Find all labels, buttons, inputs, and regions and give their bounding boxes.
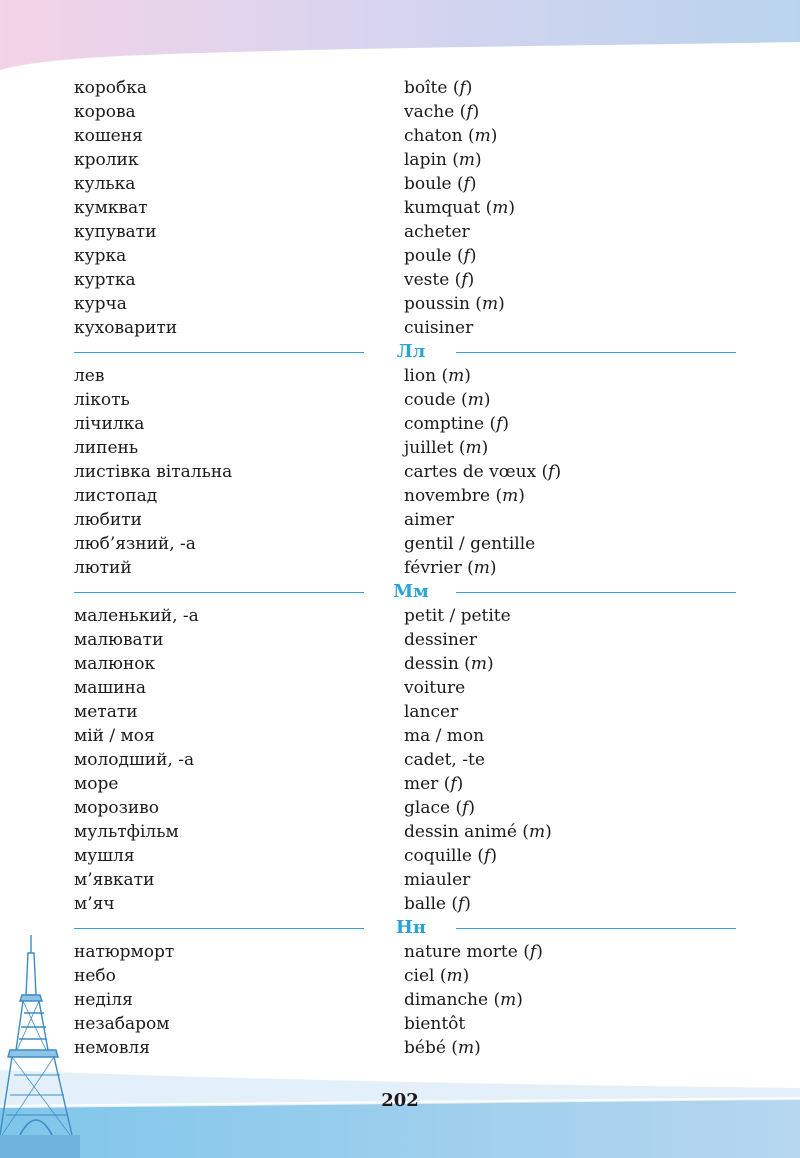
french-word: comptine (404, 414, 485, 434)
french-translation (404, 724, 484, 748)
ukrainian-word: коробка (74, 78, 147, 98)
ukrainian-word: м’явкати (74, 870, 155, 890)
french-word: coude (404, 390, 456, 410)
french-translation: dessin animé (m) (404, 822, 552, 842)
gender-marker: m (446, 966, 463, 986)
french-word: coquille (404, 846, 472, 866)
french-word: mer (404, 774, 439, 794)
french-translation: juillet (m) (404, 438, 489, 458)
french-translation: poule (f) (404, 246, 477, 266)
gender-marker: f (450, 774, 457, 794)
dictionary-entry (74, 652, 736, 676)
french-translation: lion (m) (404, 366, 471, 386)
ukrainian-word: листопад (74, 486, 158, 506)
french-word: bientôt (404, 1014, 466, 1034)
gender-marker: f (529, 942, 537, 962)
french-word: bébé (404, 1038, 446, 1058)
ukrainian-word: мушля (74, 846, 135, 866)
ukrainian-word: малюнок (74, 654, 156, 674)
ukrainian-word: лікоть (74, 390, 130, 410)
section-header (74, 340, 736, 364)
dictionary-entry (74, 700, 736, 724)
french-translation (404, 316, 473, 340)
french-word: février (404, 558, 462, 578)
gender-marker: m (467, 390, 484, 410)
dictionary-entry (74, 484, 736, 508)
gender-marker: m (448, 366, 465, 386)
gender-marker: m (457, 1038, 475, 1058)
section-header (74, 916, 736, 940)
ukrainian-word: кошеня (74, 126, 143, 146)
dictionary-entry (74, 820, 736, 844)
section-header (74, 580, 736, 604)
ukrainian-word: люб’язний, -а (74, 534, 196, 554)
french-translation: boîte (f) (404, 78, 473, 98)
dictionary-entry (74, 76, 736, 100)
french-word: poule (404, 246, 452, 266)
french-word: gentil / gentille (404, 534, 536, 554)
french-translation: bébé (m) (404, 1038, 481, 1058)
french-word: miauler (404, 870, 471, 890)
section-divider-line (74, 592, 364, 593)
ukrainian-word: мультфільм (74, 822, 179, 842)
gender-marker: f (466, 102, 473, 122)
french-translation: cartes de vœux (f) (404, 462, 562, 482)
gender-marker: m (528, 822, 546, 842)
french-translation (404, 700, 458, 724)
gender-marker: f (484, 846, 491, 866)
dictionary-entry (74, 292, 736, 316)
section-divider-line (456, 928, 736, 929)
french-translation (404, 508, 454, 532)
dictionary-entry (74, 148, 736, 172)
ukrainian-word: листівка вітальна (74, 462, 233, 482)
dictionary-entry (74, 172, 736, 196)
french-word: balle (404, 894, 446, 914)
dictionary-entry (74, 460, 736, 484)
french-word: poussin (404, 294, 470, 314)
french-word: boule (404, 174, 452, 194)
ukrainian-word: куртка (74, 270, 136, 290)
french-word: ciel (404, 966, 435, 986)
ukrainian-word: небо (74, 966, 116, 986)
french-word: petit / petite (404, 606, 511, 626)
french-word: nature morte (404, 942, 518, 962)
french-word: dessin animé (404, 822, 517, 842)
french-translation: kumquat (m) (404, 198, 515, 218)
french-word: cadet, -te (404, 750, 485, 770)
ukrainian-word: м’яч (74, 894, 115, 914)
french-word: veste (404, 270, 450, 290)
dictionary-entry (74, 508, 736, 532)
gender-marker: m (481, 294, 499, 314)
french-translation (404, 220, 470, 244)
gender-marker: f (496, 414, 503, 434)
ukrainian-word: любити (74, 510, 142, 530)
ukrainian-word: малювати (74, 630, 164, 650)
french-translation: nature morte (f) (404, 942, 543, 962)
ukrainian-word: мій / моя (74, 726, 155, 746)
gender-marker: f (462, 798, 469, 818)
dictionary-entry (74, 988, 736, 1012)
french-word: kumquat (404, 198, 481, 218)
ukrainian-word: корова (74, 102, 136, 122)
section-letter: Мм (393, 581, 429, 602)
french-translation: poussin (m) (404, 294, 505, 314)
ukrainian-word: лютий (74, 558, 132, 578)
french-word: chaton (404, 126, 463, 146)
french-translation (404, 532, 535, 556)
french-translation: dimanche (m) (404, 990, 523, 1010)
ukrainian-word: кумкват (74, 198, 148, 218)
french-word: lion (404, 366, 437, 386)
dictionary-entry (74, 724, 736, 748)
french-word: acheter (404, 222, 470, 242)
ukrainian-word: лев (74, 366, 105, 386)
dictionary-entry (74, 892, 736, 916)
french-word: juillet (404, 438, 454, 458)
dictionary-content (74, 76, 736, 1060)
french-translation: ciel (m) (404, 966, 470, 986)
section-divider-line (456, 352, 736, 353)
french-word: dessin (404, 654, 459, 674)
dictionary-entry (74, 268, 736, 292)
french-word: cuisiner (404, 318, 474, 338)
dictionary-entry (74, 868, 736, 892)
french-translation (404, 628, 477, 652)
french-word: novembre (404, 486, 491, 506)
ukrainian-word: морозиво (74, 798, 159, 818)
dictionary-entry (74, 628, 736, 652)
dictionary-entry (74, 436, 736, 460)
french-translation (404, 604, 511, 628)
french-word: glace (404, 798, 451, 818)
gender-marker: f (458, 894, 465, 914)
french-translation: coquille (f) (404, 846, 497, 866)
gender-marker: m (474, 126, 491, 146)
ukrainian-word: курка (74, 246, 127, 266)
ukrainian-word: машина (74, 678, 146, 698)
ukrainian-word: куховарити (74, 318, 178, 338)
ukrainian-word: неділя (74, 990, 133, 1010)
french-translation (404, 868, 470, 892)
french-translation: mer (f) (404, 774, 464, 794)
french-translation: veste (f) (404, 270, 475, 290)
ukrainian-word: кролик (74, 150, 139, 170)
french-word: aimer (404, 510, 454, 530)
gender-marker: f (463, 174, 470, 194)
french-word: boîte (404, 78, 448, 98)
ukrainian-word: море (74, 774, 119, 794)
section-letter: Лл (396, 341, 426, 362)
french-translation: vache (f) (404, 102, 480, 122)
french-word: voiture (404, 678, 466, 698)
dictionary-entry (74, 1036, 736, 1060)
french-translation (404, 1012, 465, 1036)
dictionary-entry (74, 412, 736, 436)
ukrainian-word: липень (74, 438, 139, 458)
french-translation: balle (f) (404, 894, 471, 914)
dictionary-entry (74, 244, 736, 268)
ukrainian-word: немовля (74, 1038, 150, 1058)
gender-marker: m (470, 654, 487, 674)
dictionary-entry (74, 532, 736, 556)
ukrainian-word: лічилка (74, 414, 145, 434)
french-translation: novembre (m) (404, 486, 525, 506)
gender-marker: m (473, 558, 490, 578)
top-decorative-band (0, 0, 800, 80)
ukrainian-word: кулька (74, 174, 136, 194)
ukrainian-word: молодший, -а (74, 750, 195, 770)
gender-marker: f (463, 246, 470, 266)
french-word: vache (404, 102, 455, 122)
french-word: lapin (404, 150, 447, 170)
dictionary-entry (74, 388, 736, 412)
french-word: dimanche (404, 990, 489, 1010)
section-divider-line (74, 352, 364, 353)
ukrainian-word: купувати (74, 222, 157, 242)
french-translation: dessin (m) (404, 654, 494, 674)
gender-marker: m (500, 990, 517, 1010)
ukrainian-word: метати (74, 702, 138, 722)
ukrainian-word: маленький, -а (74, 606, 199, 626)
dictionary-entry (74, 796, 736, 820)
dictionary-entry (74, 772, 736, 796)
french-word: ma / mon (404, 726, 485, 746)
french-translation: coude (m) (404, 390, 491, 410)
dictionary-entry (74, 1012, 736, 1036)
section-letter: Нн (395, 917, 427, 938)
dictionary-entry (74, 964, 736, 988)
dictionary-entry (74, 364, 736, 388)
french-translation: boule (f) (404, 174, 477, 194)
dictionary-entry (74, 316, 736, 340)
section-divider-line (456, 592, 736, 593)
french-translation (404, 676, 465, 700)
french-translation: lapin (m) (404, 150, 482, 170)
page-number: 202 (381, 1090, 419, 1111)
dictionary-entry (74, 676, 736, 700)
dictionary-entry (74, 196, 736, 220)
gender-marker: m (492, 198, 509, 218)
french-word: dessiner (404, 630, 477, 650)
dictionary-entry (74, 844, 736, 868)
gender-marker: f (459, 78, 466, 98)
french-translation: février (m) (404, 558, 497, 578)
gender-marker: f (548, 462, 555, 482)
dictionary-entry (74, 124, 736, 148)
dictionary-entry (74, 100, 736, 124)
dictionary-entry (74, 556, 736, 580)
french-translation (404, 748, 485, 772)
dictionary-entry (74, 940, 736, 964)
section-divider-line (74, 928, 364, 929)
ukrainian-word: курча (74, 294, 127, 314)
gender-marker: f (461, 270, 468, 290)
french-word: cartes de vœux (404, 462, 537, 482)
gender-marker: m (502, 486, 519, 506)
gender-marker: m (465, 438, 482, 458)
gender-marker: m (458, 150, 476, 170)
french-translation: glace (f) (404, 798, 476, 818)
french-word: lancer (404, 702, 459, 722)
dictionary-entry (74, 604, 736, 628)
dictionary-entry (74, 748, 736, 772)
french-translation: chaton (m) (404, 126, 498, 146)
french-translation: comptine (f) (404, 414, 510, 434)
dictionary-entry (74, 220, 736, 244)
ukrainian-word: незабаром (74, 1014, 170, 1034)
ukrainian-word: натюрморт (74, 942, 175, 962)
